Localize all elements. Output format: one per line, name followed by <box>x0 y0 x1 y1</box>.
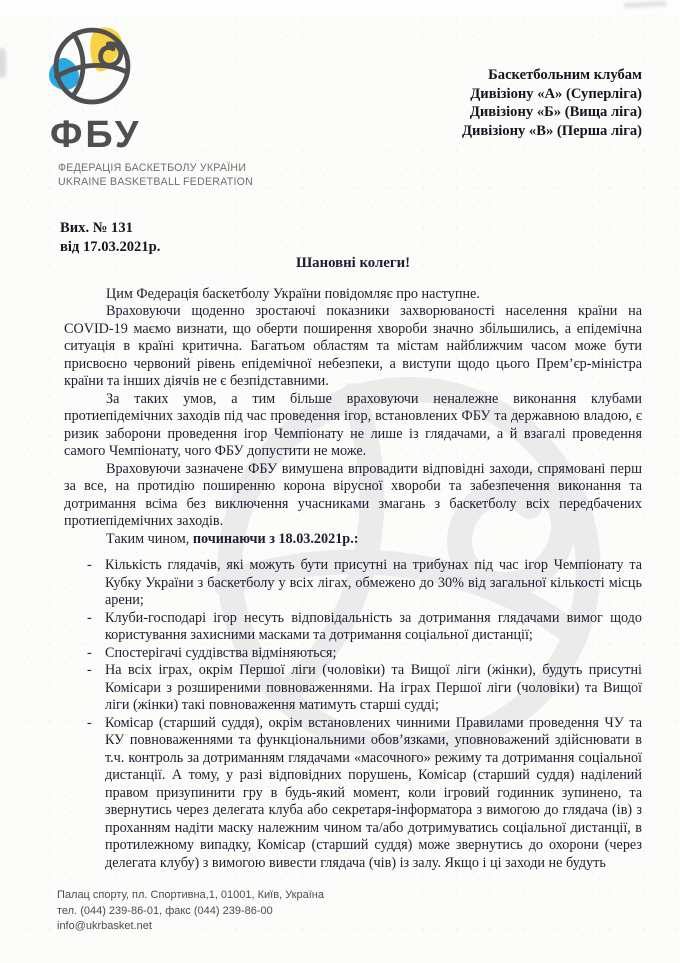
paragraph: Враховуючи щоденно зростаючі показники захворюваності населення країни на COVID-19 маємо визнати, що оберти поширення хвороби значно збільшились, а епідемічна ситуація в країні критична. Багатьом областям та містам найближчим часом може бути присвоєно червоний рівень епідемічної небезпеки, а виступи щодо цього Прем’єр-міністра країни та інших діячів не є безпідставними. <box>64 303 642 389</box>
scan-edge-band <box>0 0 680 14</box>
list-item-text: Кількість глядачів, які можуть бути присутні на трибунах під час ігор Чемпіонату та Кубку України з баскетболу у всіх лігах, обмежено до 30% від загальної кількості місць арени; <box>105 557 642 608</box>
list-item <box>64 662 642 715</box>
addressee-block <box>462 66 642 140</box>
footer-contact-block <box>57 888 324 935</box>
list-item-text: На всіх іграх, окрім Першої ліги (чоловіки) та Вищої ліги (жінки), будуть присутні Комісари з розширеними повноваженнями. На іграх Першої ліги (чоловіки) та Вищої ліги (жінки) такі повноваження матимуть старші судді; <box>105 662 642 713</box>
salutation: Шановні колеги! <box>295 255 411 271</box>
addressee-line: Баскетбольним клубам <box>488 67 642 83</box>
effective-date-line <box>64 531 642 549</box>
reference-number: Вих. № 131 <box>60 220 133 236</box>
list-item <box>64 645 642 663</box>
list-item-text: Комісар (старший суддя), окрім встановлених чинними Правилами проведення ЧУ та КУ повноваженнями та функціональними обов’язками, уповноважений здійснювати в т.ч. контроль за дотриманням глядачами «масочного» режиму та дотримання соціальної дистанції. А тому, у разі відповідних порушень, Комісар (старший суддя) наділений правом призупинити гру в будь-який момент, коли ігровий годинник зупинено, та звернутись через делегата клуба або секретаря-інформатора з вимогою до глядача (ів) з проханням надіти маску належним чином та/або дотримуватись соціальної дистанції, в протилежному випадку, Комісар (старший суддя) може звернутись до охорони (через делегата клубу) з вимогою вивести глядача (чів) із залу. Якщо і ці заходи не будуть <box>105 714 642 871</box>
paragraph: Цим Федерація баскетболу України повідомляє про наступне. <box>106 285 480 302</box>
bullet-dash: - <box>87 662 92 678</box>
basketball-logo-icon <box>44 22 140 114</box>
reference-date: від 17.03.2021р. <box>60 238 161 255</box>
org-name-caption <box>58 162 268 189</box>
list-item-text: Спостерігачі суддівства відміняються; <box>105 644 337 661</box>
list-item <box>64 715 642 873</box>
bullet-dash: - <box>87 557 92 573</box>
footer-address: Палац спорту, пл. Спортивна,1, 01001, Київ, Україна <box>57 889 324 901</box>
addressee-line: Дивізіону «В» (Перша ліга) <box>461 122 642 139</box>
reference-block <box>60 219 160 256</box>
effective-prefix: Таким чином, <box>106 530 193 547</box>
effective-date-emphasis: починаючи з 18.03.2021р.: <box>192 530 359 547</box>
letterhead-logo-block <box>38 22 268 189</box>
paragraph: За таких умов, а тим більше враховуючи неналежне виконання клубами протиепідемічних заходів під час проведення ігор, встановлених ФБУ та державною владою, є ризик заборони проведення ігор Чемпіонату не лише із глядачами, а й взагалі проведення самого Чемпіонату, чого ФБУ допустити не може. <box>64 390 642 459</box>
addressee-line: Дивізіону «Б» (Вища ліга) <box>469 104 642 121</box>
scan-artifact <box>0 48 6 78</box>
list-item <box>64 610 642 645</box>
org-name-en: UKRAINE BASKETBALL FEDERATION <box>58 175 254 188</box>
bullet-dash: - <box>87 714 92 731</box>
paragraph: Враховуючи зазначене ФБУ вимушена впровадити відповідні заходи, спрямовані перш за все, на протидію поширенню корона вірусної хвороби та забезпечення виконання та дотримання всіма без виключення учасниками змагань з баскетболу всіх передбачених протиепідемічних заходів. <box>64 460 642 529</box>
footer-phones: тел. (044) 239-86-01, факс (044) 239-86-00 <box>57 904 273 917</box>
logo-acronym: ФБУ <box>50 114 142 156</box>
footer-email: info@ukrbasket.net <box>57 920 152 932</box>
bullet-dash: - <box>87 644 92 661</box>
addressee-line: Дивізіону «А» (Суперліга) <box>470 85 642 102</box>
measures-list <box>64 557 642 872</box>
bullet-dash: - <box>87 609 92 626</box>
letter-body <box>64 255 642 872</box>
org-name-uk: ФЕДЕРАЦІЯ БАСКЕТБОЛУ УКРАЇНИ <box>58 162 247 174</box>
list-item <box>64 557 642 610</box>
list-item-text: Клуби-господарі ігор несуть відповідальність за дотримання глядачами вимог щодо користування захисними масками та дотримання соціальної дистанції; <box>105 609 642 643</box>
